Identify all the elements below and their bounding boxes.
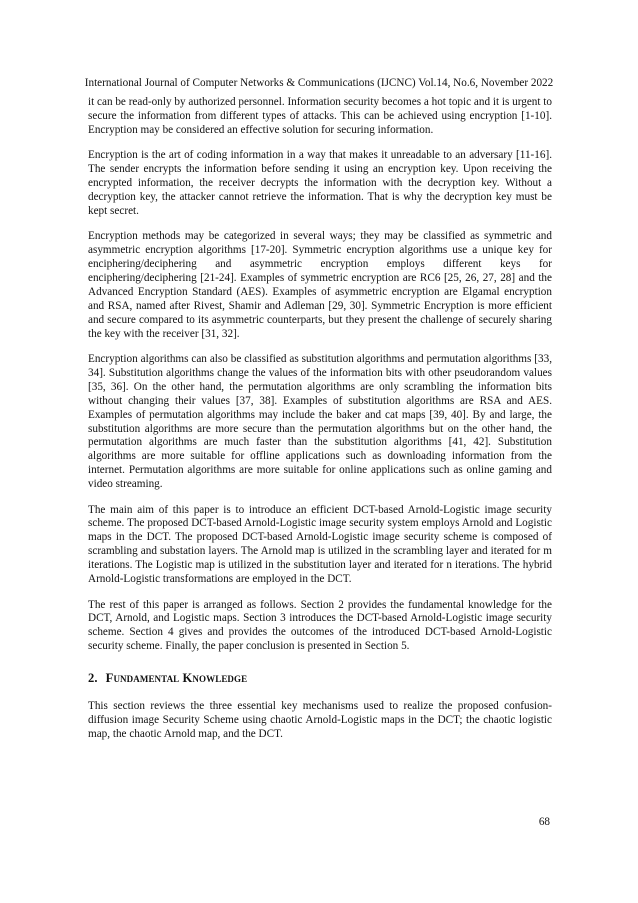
paragraph-5: The main aim of this paper is to introduce an efficient DCT-based Arnold-Logistic image security scheme. The proposed DCT-based Arnold-Logistic image security system employs Arnold and Logistic maps in the DCT. The proposed DCT-based Arnold-Logistic image security scheme is composed of scrambling and substation layers. The Arnold map is utilized in the scrambling layer and iterated for m iterations. The Logistic map is utilized in the substitution layer and iterated for n iterations. The hybrid Arnold-Logistic transformations are employed in the DCT. xyxy=(88,503,552,586)
section-title: Fundamental Knowledge xyxy=(105,671,248,686)
running-header: International Journal of Computer Networks & Communications (IJCNC) Vol.14, No.6, November 2022 xyxy=(84,77,554,89)
paragraph-3: Encryption methods may be categorized in several ways; they may be classified as symmetric and asymmetric encryption algorithms [17-20]. Symmetric encryption algorithms use a unique key for enciphering/deciphering and asymmetric encryption employs different keys for enciphering/deciphering [21-24]. Examples of symmetric encryption are RC6 [25, 26, 27, 28] and the Advanced Encryption Standard (AES). Examples of asymmetric encryption are Elgamal encryption and RSA, named after Rivest, Shamir and Adleman [29, 30]. Symmetric Encryption is more efficient and secure compared to its asymmetric counterparts, but they present the challenge of securely sharing the key with the receiver [31, 32]. xyxy=(88,230,552,340)
body-text xyxy=(88,96,552,753)
paragraph-2: Encryption is the art of coding information in a way that makes it unreadable to an adversary [11-16]. The sender encrypts the information before sending it using an encryption key. Upon receiving the encrypted information, the receiver decrypts the information with the decryption key. Without a decryption key, the attacker cannot retrieve the information. That is why the decryption key must be kept secret. xyxy=(88,149,552,217)
section-number: 2. xyxy=(88,671,98,686)
paragraph-6: The rest of this paper is arranged as follows. Section 2 provides the fundamental knowledge for the DCT, Arnold, and Logistic maps. Section 3 introduces the DCT-based Arnold-Logistic image security scheme. Section 4 gives and provides the outcomes of the introduced DCT-based Arnold-Logistic security scheme. Finally, the paper conclusion is presented in Section 5. xyxy=(88,598,552,653)
paragraph-1: it can be read-only by authorized personnel. Information security becomes a hot topic and it is urgent to secure the information from different types of attacks. This can be achieved using encryption [1-10]. Encryption may be considered an effective solution for securing information. xyxy=(88,96,552,136)
page-number: 68 xyxy=(538,816,550,828)
paragraph-4: Encryption algorithms can also be classified as substitution algorithms and permutation algorithms [33, 34]. Substitution algorithms change the values of the information bits with other pseudorandom values [35, 36]. On the other hand, the permutation algorithms are only scrambling the information bits without changing their values [37, 38]. Examples of substitution algorithms are RSA and AES. Examples of permutation algorithms may include the baker and cat maps [39, 40]. By and large, the substitution algorithms are more secure than the permutation algorithms but on the other hand, the permutation algorithms are much faster than the substitution algorithms [41, 42]. Substitution algorithms are more suitable for offline applications such as downloading information from the internet. Permutation algorithms are more suitable for online applications such as online gaming and video streaming. xyxy=(88,353,552,491)
section-heading xyxy=(88,671,552,686)
paragraph-7: This section reviews the three essential key mechanisms used to realize the proposed confusion-diffusion image Security Scheme using chaotic Arnold-Logistic maps in the DCT; the chaotic logistic map, the chaotic Arnold map, and the DCT. xyxy=(88,700,552,740)
